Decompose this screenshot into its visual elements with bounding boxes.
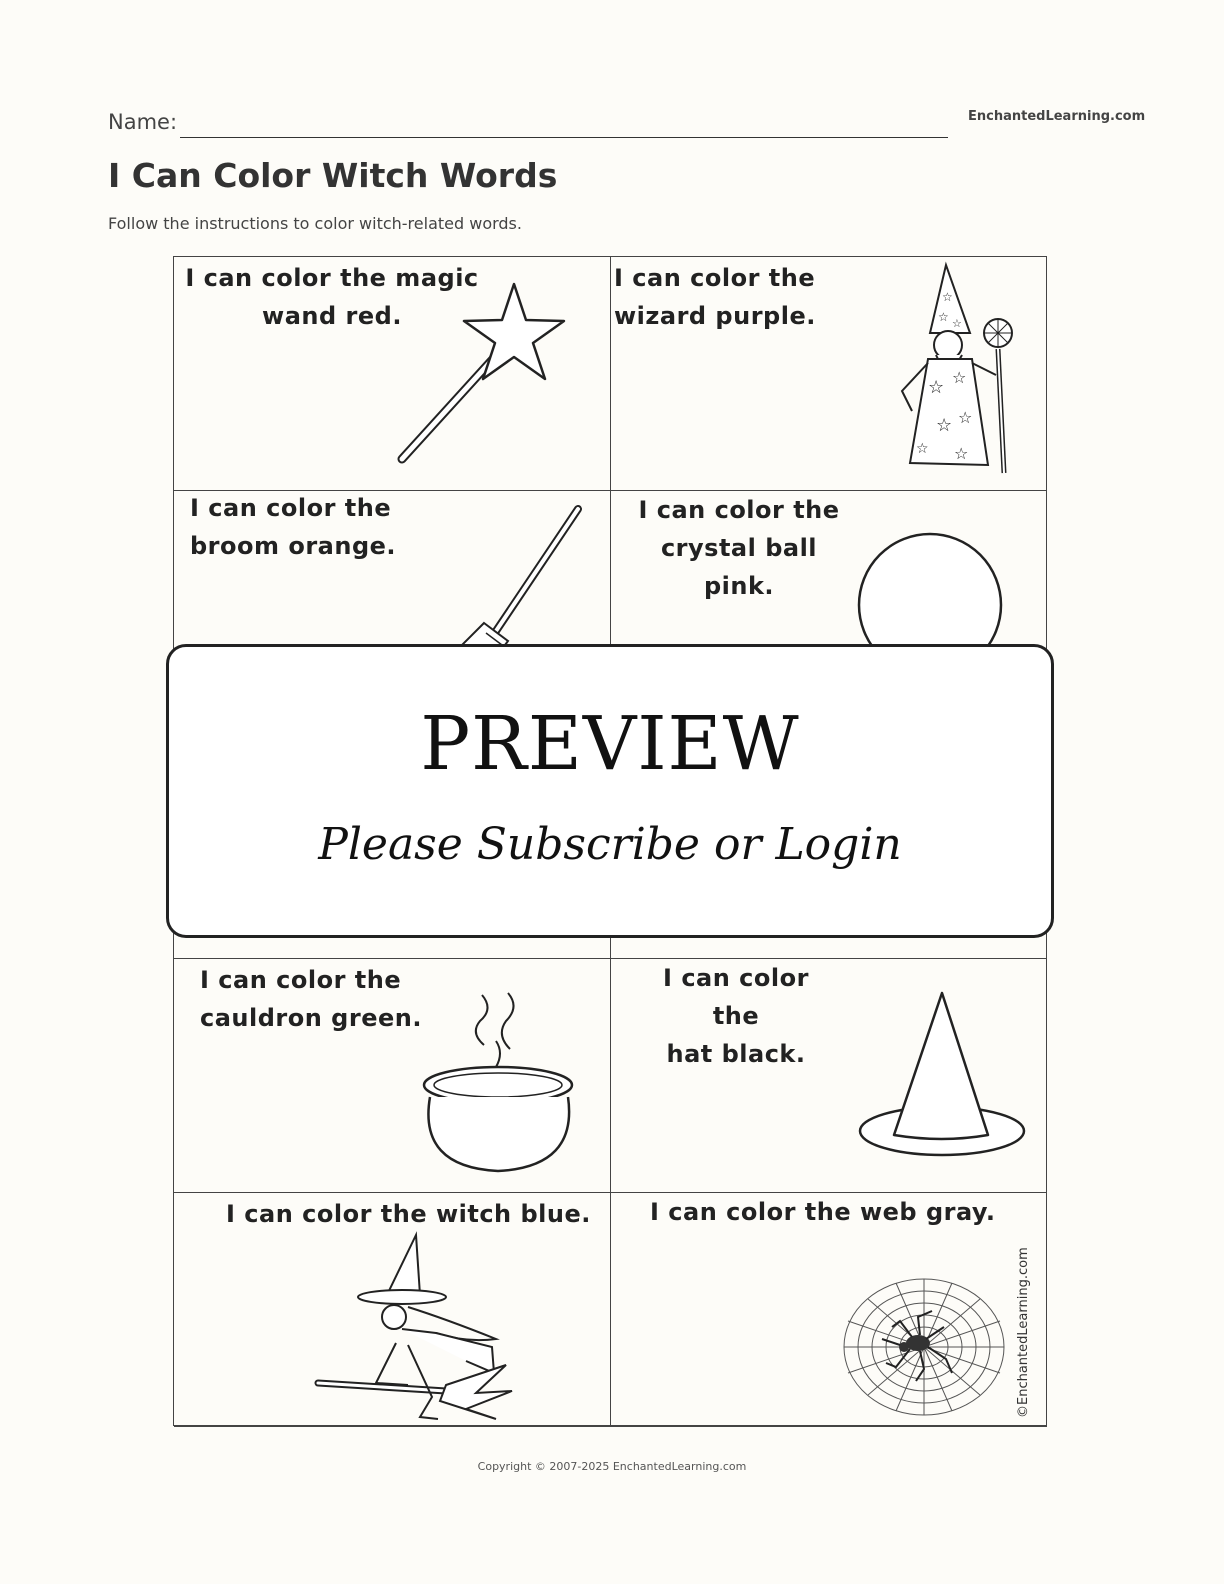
- cell-caption: I can color the magic wand red.: [185, 264, 479, 330]
- cell-caption: I can color the web gray.: [650, 1198, 996, 1226]
- copyright: Copyright © 2007-2025 EnchantedLearning.com: [477, 1460, 747, 1473]
- cauldron-icon: [418, 993, 588, 1185]
- name-write-line: [180, 137, 948, 138]
- name-label: Name:: [108, 110, 178, 134]
- svg-text:☆: ☆: [958, 408, 973, 427]
- cell-witch-hat: [610, 959, 1047, 1193]
- spider-web-icon: [842, 1277, 1008, 1417]
- preview-title: PREVIEW: [420, 701, 800, 787]
- cell-magic-wand: [174, 257, 611, 491]
- svg-text:☆: ☆: [938, 310, 949, 324]
- witch-hat-icon: [858, 991, 1030, 1163]
- witch-on-broom-icon: [316, 1233, 516, 1423]
- cell-witch: [174, 1193, 611, 1427]
- preview-overlay[interactable]: [166, 644, 1054, 938]
- subscribe-login-prompt[interactable]: Please Subscribe or Login: [318, 819, 902, 870]
- cell-caption: I can color the broom orange.: [190, 494, 397, 560]
- cell-caption: I can color the crystal ball pink.: [638, 496, 840, 600]
- cell-spider-web: [610, 1193, 1047, 1427]
- cell-caption: I can color the hat black.: [663, 964, 809, 1068]
- svg-text:☆: ☆: [936, 415, 953, 436]
- wizard-icon: [892, 263, 1022, 481]
- svg-text:☆: ☆: [928, 377, 945, 398]
- cell-wizard: [610, 257, 1047, 491]
- svg-text:☆: ☆: [952, 368, 967, 387]
- svg-text:☆: ☆: [916, 441, 929, 457]
- name-row: [108, 108, 948, 140]
- cell-caption: I can color the cauldron green.: [200, 966, 422, 1032]
- site-brand: EnchantedLearning.com: [968, 109, 1146, 124]
- cell-caption: I can color the wizard purple.: [614, 264, 816, 330]
- svg-text:☆: ☆: [952, 317, 962, 330]
- svg-text:☆: ☆: [954, 444, 969, 463]
- vertical-credit: ©EnchantedLearning.com: [1016, 1247, 1031, 1418]
- cell-cauldron: [174, 959, 611, 1193]
- magic-wand-icon: [392, 281, 562, 467]
- cell-caption: I can color the witch blue.: [226, 1200, 591, 1228]
- svg-text:☆: ☆: [942, 290, 953, 304]
- page-title: I Can Color Witch Words: [108, 156, 558, 195]
- page-subtitle: Follow the instructions to color witch-related words.: [108, 214, 522, 233]
